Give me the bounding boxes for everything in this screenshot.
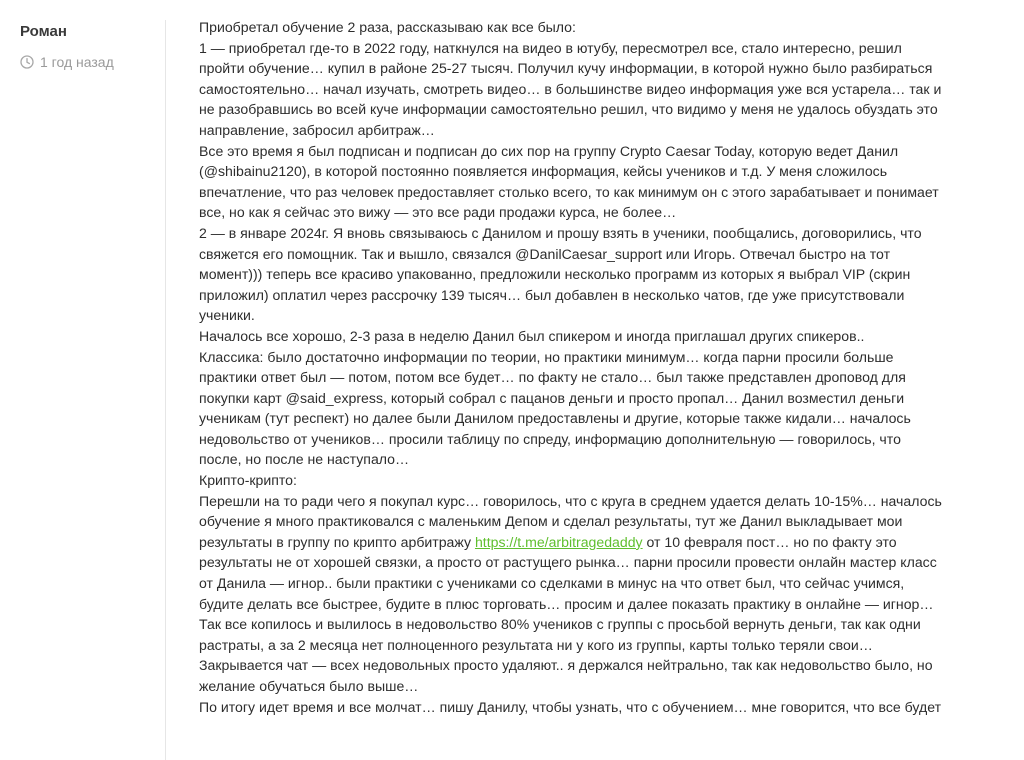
review-line: недовольство от учеников… просили таблицу по спреду, информацию дополнительную — говорилось, что	[199, 430, 901, 447]
review-line: практики ответ был — потом, потом все будет… по факту не стало… был также представлен дроповод для	[199, 369, 906, 386]
link-line-prefix: результаты в группу по крипто арбитражу	[199, 533, 475, 550]
review-line: впечатление, что раз человек предоставляет столько всего, то как минимум он с этого зарабатывает и понимает	[199, 183, 939, 200]
link-line-suffix: от 10 февраля пост… но по факту это	[642, 533, 897, 550]
review-line: 1 — приобретал где-то в 2022 году, наткнулся на видео в ютубу, пересмотрел все, стало интересно, решил	[199, 39, 902, 56]
review-line: ученики.	[199, 307, 255, 324]
review-line: Так все копилось и вылилось в недовольство 80% учеников с группы с просьбой вернуть деньги, так как одни	[199, 616, 921, 633]
review-line: желание обучаться было выше…	[199, 678, 419, 694]
review-line: покупки карт @said_express, который собрал с пацанов деньги и просто пропал… Данил возместил деньги	[199, 389, 905, 406]
time-ago: 1 год назад	[40, 54, 114, 70]
telegram-link[interactable]: https://t.me/arbitragedaddy	[474, 533, 643, 550]
review-line: самостоятельно… начал изучать, смотреть видео… в большинстве видео информация уже вся устарела… так и	[199, 80, 942, 97]
review-line: Все это время я был подписан и подписан до сих пор на группу Crypto Caesar Today, которую ведет Данил	[199, 142, 899, 159]
review-line: обучение я много практиковался с маленьким Депом и сделал результаты, тут же Данил выкладывает мои	[199, 513, 903, 530]
author-info	[20, 22, 160, 71]
review-line: результаты не от хорошей связки, а просто от растущего рынка… парни просили провести онлайн мастер класс	[199, 554, 937, 571]
review-line: приложил) оплатил через рассрочку 139 тысяч… был добавлен в несколько чатов, где уже присутствовали	[199, 286, 905, 303]
review-line: Приобретал обучение 2 раза, рассказываю как все было:	[199, 19, 576, 35]
review-line: все, но как я сейчас это вижу — это все ради продажи курса, не более…	[199, 204, 677, 221]
review-line: свяжется его помощник. Так и вышло, связался @DanilCaesar_support или Игорь. Отвечал быстро на тот	[199, 245, 891, 262]
review-line: момент))) теперь все красиво упакованно, предложили несколько программ из которых я выбрал VIP (скрин	[199, 266, 911, 283]
review-line: Классика: было достаточно информации по теории, но практики минимум… когда парни просили больше	[199, 348, 894, 365]
review-line: Закрывается чат — всех недовольных просто удаляют.. я держался нейтрально, так как недовольство было, но	[199, 657, 933, 674]
review-line: Крипто-крипто:	[199, 472, 297, 489]
author-name[interactable]: Роман	[20, 23, 67, 40]
review-line: не разобравшись во всей куче информации самостоятельно решил, что видимо у меня не удалось обуздать это	[199, 101, 938, 118]
review-line: 2 — в январе 2024г. Я вновь связываюсь с Данилом и прошу взять в ученики, пообщались, договорились, что	[199, 224, 922, 241]
review-line: (@shibainu2120), в которой постоянно появляется информация, кейсы учеников и т.д. У меня сложилось	[199, 163, 888, 180]
review-line: пройти обучение… купил в районе 25-27 тысяч. Получил кучу информации, в которой нужно было разбираться	[199, 60, 933, 77]
review-line: после, но после не наступало…	[199, 451, 410, 468]
review-text	[199, 17, 1009, 717]
review-line: растраты, а за 2 месяца нет полноценного результата ни у кого из группы, карты только теряли свои…	[199, 636, 873, 653]
review-date	[20, 53, 160, 71]
review-line-with-link	[199, 532, 1009, 553]
review-line: от Данила — игнор.. были практики с учениками со сделками в минус на что ответ был, что сейчас учимся,	[199, 575, 905, 592]
clock-icon	[20, 55, 34, 69]
review-line: будите делать все быстрее, будите в плюс торговать… просим и далее показать практику в онлайне — игнор…	[199, 595, 934, 612]
review-line: По итогу идет время и все молчат… пишу Данилу, чтобы узнать, что с обучением… мне говорится, что все будет	[199, 698, 942, 715]
review-line: Началось все хорошо, 2-3 раза в неделю Данил был спикером и иногда приглашал других спикеров..	[199, 327, 865, 344]
column-divider	[165, 20, 166, 760]
review-line: направление, забросил арбитраж…	[199, 121, 435, 138]
review-line: ученикам (тут респект) но далее были Данилом предоставлены и другие, которые также кидали… началось	[199, 410, 911, 427]
review-line: Перешли на то ради чего я покупал курс… говорилось, что с круга в среднем удается делать 10-15%… началось	[199, 492, 942, 509]
